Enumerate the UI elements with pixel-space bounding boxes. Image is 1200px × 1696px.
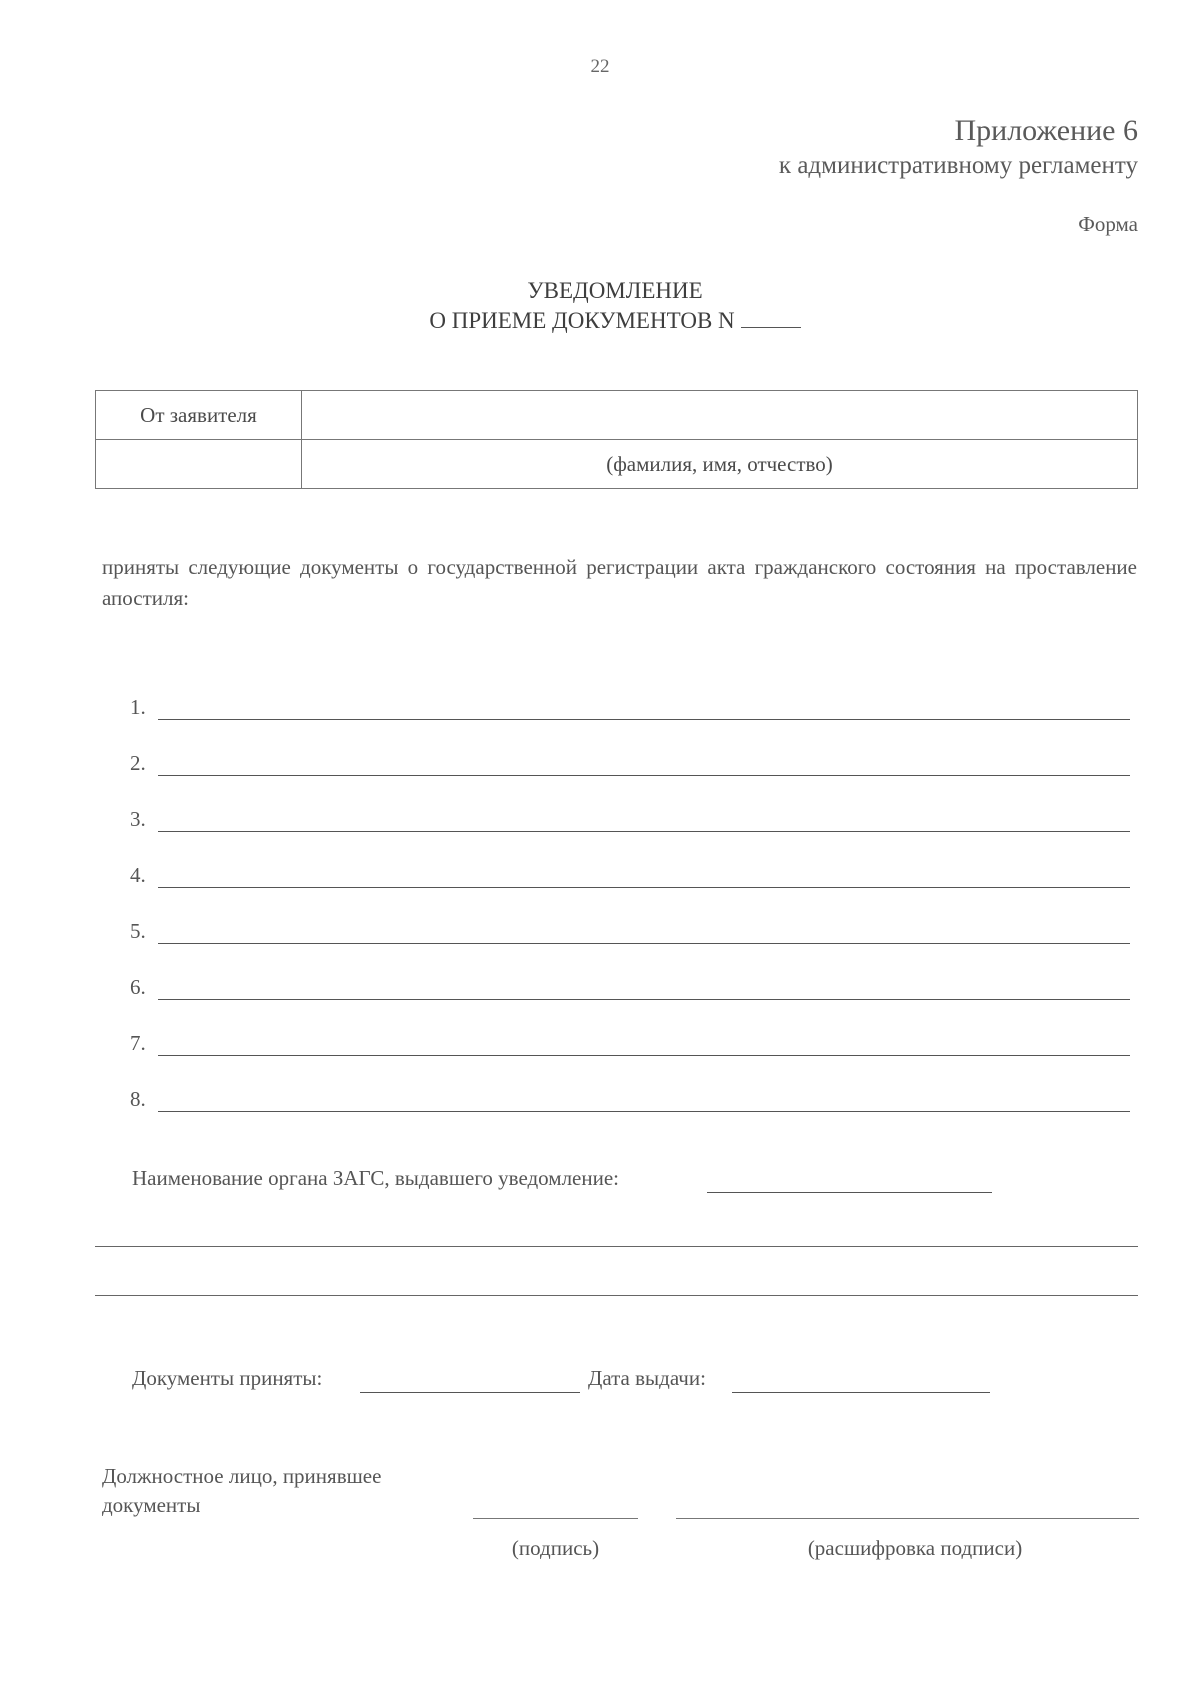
applicant-table <box>95 390 1138 489</box>
item-number: 2. <box>130 751 146 775</box>
item-line[interactable] <box>158 1055 1130 1056</box>
item-line[interactable] <box>158 999 1130 1000</box>
document-item-1 <box>130 690 1130 724</box>
issue-date-field[interactable] <box>732 1392 990 1393</box>
item-line[interactable] <box>158 831 1130 832</box>
item-line[interactable] <box>158 887 1130 888</box>
document-number-blank[interactable] <box>741 307 801 328</box>
signature-decode-field[interactable] <box>676 1518 1139 1519</box>
item-number: 4. <box>130 863 146 887</box>
applicant-row <box>96 391 1138 440</box>
zags-org-line-3[interactable] <box>95 1295 1138 1296</box>
annex-subtitle: к административному регламенту <box>778 152 1138 179</box>
document-item-6 <box>130 970 1130 1004</box>
document-title: УВЕДОМЛЕНИЕ <box>527 278 703 303</box>
document-item-3 <box>130 802 1130 836</box>
applicant-empty-cell <box>96 440 302 489</box>
document-item-8 <box>130 1082 1130 1116</box>
official-label: Должностное лицо, принявшее документы <box>102 1464 382 1517</box>
page-number: 22 <box>590 56 610 77</box>
documents-accepted-field[interactable] <box>360 1392 580 1393</box>
item-number: 3. <box>130 807 146 831</box>
item-line[interactable] <box>158 775 1130 776</box>
document-item-2 <box>130 746 1130 780</box>
document-subtitle-text: О ПРИЕМЕ ДОКУМЕНТОВ N <box>429 308 735 333</box>
zags-org-line-2[interactable] <box>95 1246 1138 1247</box>
zags-org-label: Наименование органа ЗАГС, выдавшего уведомление: <box>132 1166 619 1190</box>
form-label: Форма <box>1078 212 1138 236</box>
item-number: 8. <box>130 1087 146 1111</box>
signature-field[interactable] <box>473 1518 638 1519</box>
item-line[interactable] <box>158 1111 1130 1112</box>
zags-org-field[interactable] <box>707 1192 992 1193</box>
documents-accepted-label: Документы приняты: <box>132 1366 323 1390</box>
signature-caption: (подпись) <box>511 1536 600 1560</box>
applicant-name-field[interactable] <box>302 391 1138 440</box>
item-number: 5. <box>130 919 146 943</box>
item-number: 6. <box>130 975 146 999</box>
issue-date-label: Дата выдачи: <box>588 1366 706 1390</box>
item-line[interactable] <box>158 943 1130 944</box>
item-number: 1. <box>130 695 146 719</box>
document-item-5 <box>130 914 1130 948</box>
document-item-4 <box>130 858 1130 892</box>
signature-decode-caption: (расшифровка подписи) <box>807 1536 1023 1560</box>
applicant-caption-row <box>96 440 1138 489</box>
annex-title: Приложение 6 <box>954 114 1138 147</box>
applicant-caption: (фамилия, имя, отчество) <box>302 440 1138 489</box>
document-subtitle <box>400 306 830 336</box>
item-number: 7. <box>130 1031 146 1055</box>
item-line[interactable] <box>158 719 1130 720</box>
document-item-7 <box>130 1026 1130 1060</box>
applicant-label: От заявителя <box>96 391 302 440</box>
intro-text: приняты следующие документы о государственной регистрации акта гражданского состояния на проставление апостиля: <box>102 555 1137 610</box>
